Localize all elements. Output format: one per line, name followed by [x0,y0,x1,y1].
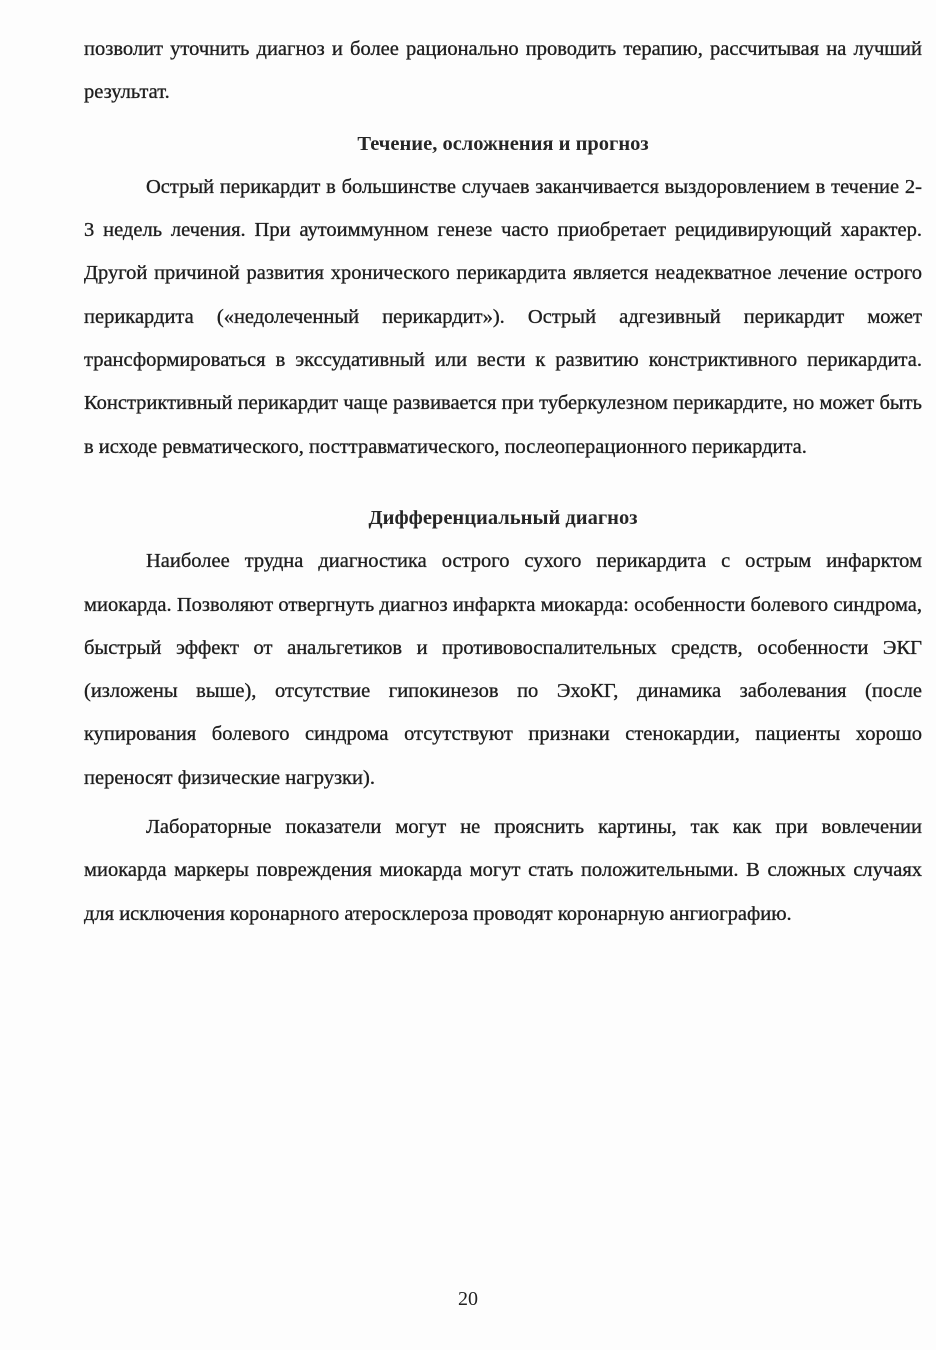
page-number: 20 [458,1288,478,1310]
paragraph-differential-diagnosis: Наиболее трудна диагностика острого сухого перикардита с острым инфарктом миокарда. Позволяют отвергнуть диагноз инфаркта миокарда: особенности болевого синдрома, быстрый эффект от анальгетиков и противовоспалительных средств, особенности ЭКГ (изложены выше), отсутствие гипокинезов по ЭхоКГ, динамика заболевания (после купирования болевого синдрома отсутствуют признаки стенокардии, пациенты хорошо переносят физические нагрузки). [84,550,922,789]
page-content [84,28,922,936]
section-heading-differential: Дифференциальный диагноз [368,506,638,529]
paragraph-intro-continuation: позволит уточнить диагноз и более рационально проводить терапию, рассчитывая на лучший результат. [84,38,922,104]
paragraph-laboratory: Лабораторные показатели могут не прояснить картины, так как при вовлечении миокарда маркеры повреждения миокарда могут стать положительными. В сложных случаях для исключения коронарного атеросклероза проводят коронарную ангиографию. [84,816,922,925]
section-heading-course: Течение, осложнения и прогноз [357,132,649,155]
paragraph-course-prognosis: Острый перикардит в большинстве случаев заканчивается выздоровлением в течение 2-3 недель лечения. При аутоиммунном генезе часто приобретает рецидивирующий характер. Другой причиной развития хронического перикардита является неадекватное лечение острого перикардита («недолеченный перикардит»). Острый адгезивный перикардит может трансформироваться в экссудативный или вести к развитию констриктивного перикардита. Констриктивный перикардит чаще развивается при туберкулезном перикардите, но может быть в исходе ревматического, посттравматического, послеоперационного перикардита. [84,175,922,458]
